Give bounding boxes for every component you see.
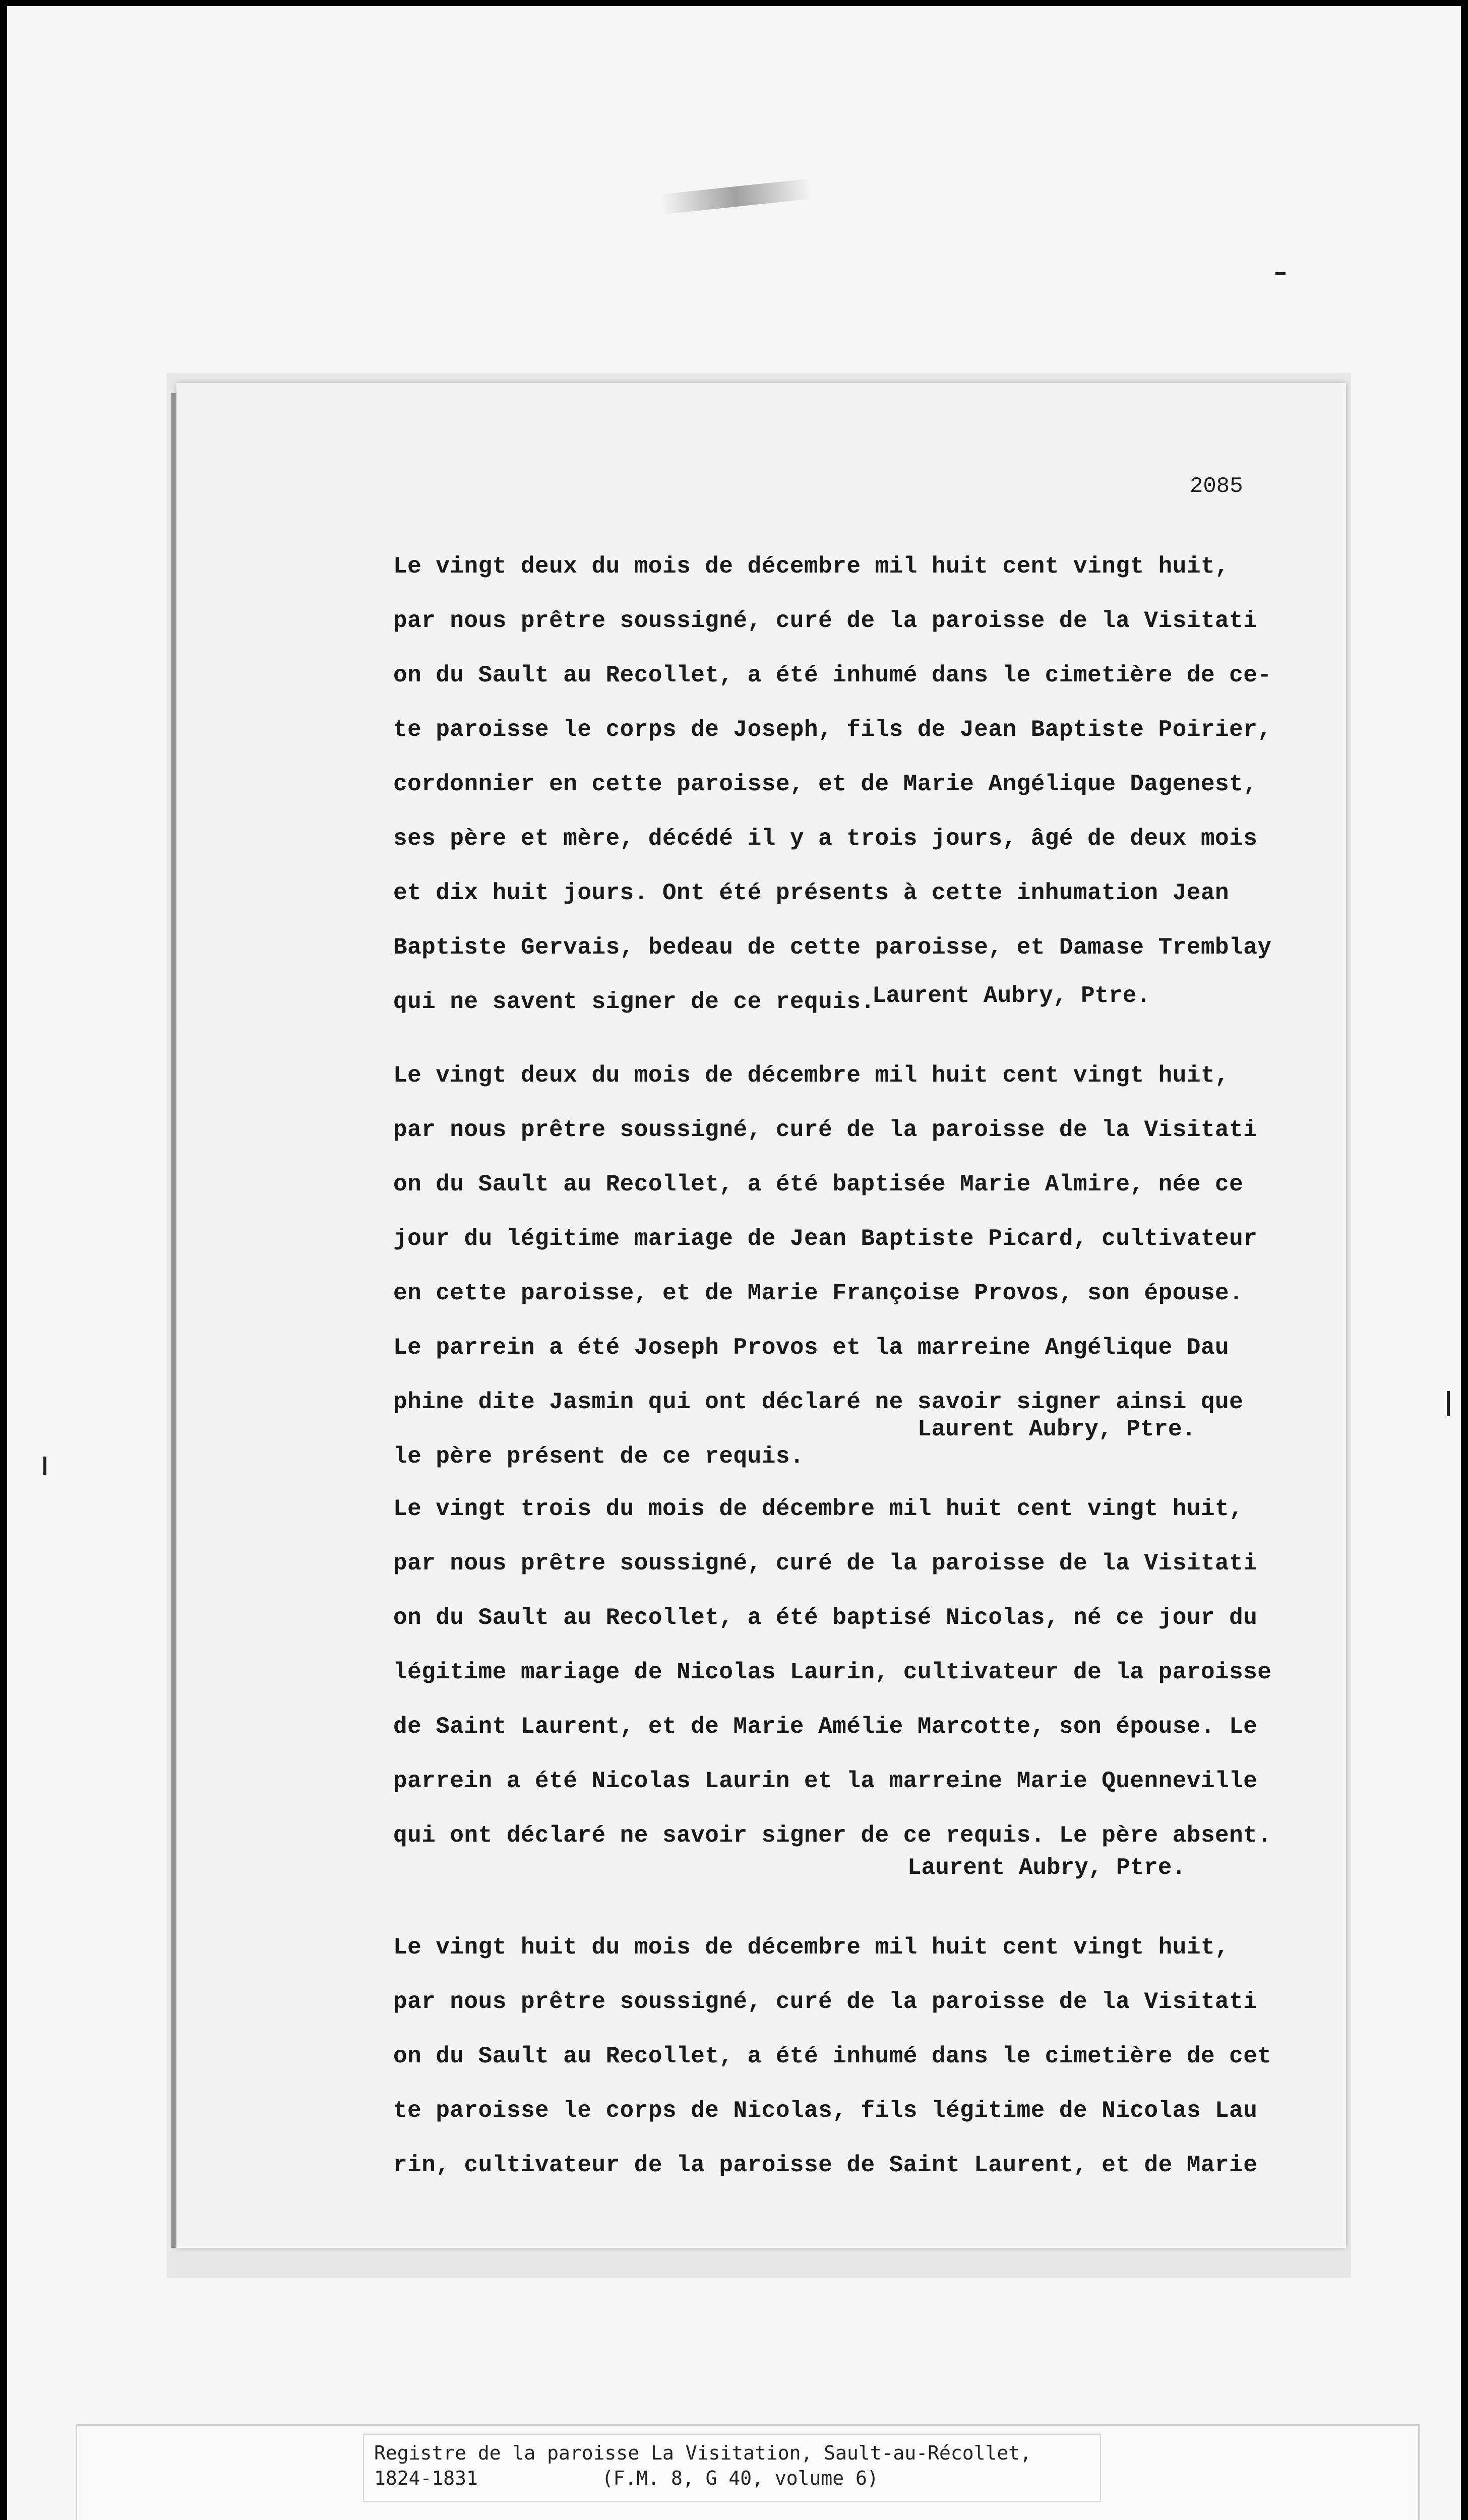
archive-reference-label (363, 2434, 1101, 2502)
entry-line: par nous prêtre soussigné, curé de la paroisse de la Visitati (393, 1117, 1258, 1143)
film-speck (1447, 1391, 1450, 1416)
entry-line: te paroisse le corps de Joseph, fils de Jean Baptiste Poirier, (393, 717, 1272, 743)
entry-line: on du Sault au Recollet, a été baptisée Marie Almire, née ce (393, 1171, 1244, 1198)
entry-line: te paroisse le corps de Nicolas, fils légitime de Nicolas Lau (393, 2098, 1258, 2124)
archive-label-line-1: Registre de la paroisse La Visitation, Sault-au-Récollet, (374, 2442, 1032, 2464)
entry-line: Le parrein a été Joseph Provos et la marreine Angélique Dau (393, 1335, 1230, 1361)
entry-line: le père présent de ce requis. (393, 1443, 805, 1470)
entry-line: Le vingt deux du mois de décembre mil huit cent vingt huit, (393, 1062, 1230, 1089)
signature-3: Laurent Aubry, Ptre. (907, 1855, 1186, 1881)
entry-line: Le vingt trois du mois de décembre mil huit cent vingt huit, (393, 1496, 1244, 1522)
entry-line: et dix huit jours. Ont été présents à cette inhumation Jean (393, 880, 1230, 906)
archive-label-line-2 (374, 2466, 1090, 2491)
page-number: 2085 (1190, 474, 1243, 499)
entry-line: phine dite Jasmin qui ont déclaré ne savoir signer ainsi que (393, 1389, 1244, 1415)
entry-line: légitime mariage de Nicolas Laurin, cultivateur de la paroisse (393, 1659, 1272, 1685)
signature-1: Laurent Aubry, Ptre. (872, 983, 1151, 1009)
register-entry-1 (393, 539, 1321, 1029)
entry-line: on du Sault au Recollet, a été inhumé dans le cimetière de cet (393, 2043, 1272, 2069)
entry-line: Baptiste Gervais, bedeau de cette paroisse, et Damase Tremblay (393, 934, 1272, 961)
entry-line: on du Sault au Recollet, a été baptisé Nicolas, né ce jour du (393, 1605, 1258, 1631)
archive-label-reference: (F.M. 8, G 40, volume 6) (601, 2467, 879, 2489)
entry-line: parrein a été Nicolas Laurin et la marreine Marie Quenneville (393, 1768, 1258, 1794)
entry-line: on du Sault au Recollet, a été inhumé dans le cimetière de ce- (393, 662, 1272, 688)
entry-line: jour du légitime mariage de Jean Baptiste Picard, cultivateur (393, 1226, 1258, 1252)
entry-line: Le vingt deux du mois de décembre mil huit cent vingt huit, (393, 553, 1230, 580)
entry-line: de Saint Laurent, et de Marie Amélie Marcotte, son épouse. Le (393, 1714, 1258, 1740)
signature-2: Laurent Aubry, Ptre. (918, 1416, 1196, 1442)
entry-line: ses père et mère, décédé il y a trois jours, âgé de deux mois (393, 826, 1258, 852)
entry-line: qui ont déclaré ne savoir signer de ce requis. Le père absent. (393, 1822, 1272, 1849)
film-speck (43, 1457, 46, 1475)
film-speck (1275, 272, 1286, 275)
register-entry-4 (393, 1920, 1321, 2192)
entry-line: par nous prêtre soussigné, curé de la paroisse de la Visitati (393, 608, 1258, 634)
entry-line: par nous prêtre soussigné, curé de la paroisse de la Visitati (393, 1550, 1258, 1577)
entry-line: rin, cultivateur de la paroisse de Saint Laurent, et de Marie (393, 2152, 1258, 2178)
entry-line: par nous prêtre soussigné, curé de la paroisse de la Visitati (393, 1989, 1258, 2015)
register-entry-3 (393, 1482, 1321, 1863)
entry-line: qui ne savent signer de ce requis. (393, 989, 875, 1015)
entry-line: Le vingt huit du mois de décembre mil huit cent vingt huit, (393, 1934, 1230, 1961)
archive-label-years: 1824-1831 (374, 2467, 478, 2489)
entry-line: en cette paroisse, et de Marie Françoise Provos, son épouse. (393, 1280, 1244, 1306)
entry-line: cordonnier en cette paroisse, et de Marie Angélique Dagenest, (393, 771, 1258, 797)
